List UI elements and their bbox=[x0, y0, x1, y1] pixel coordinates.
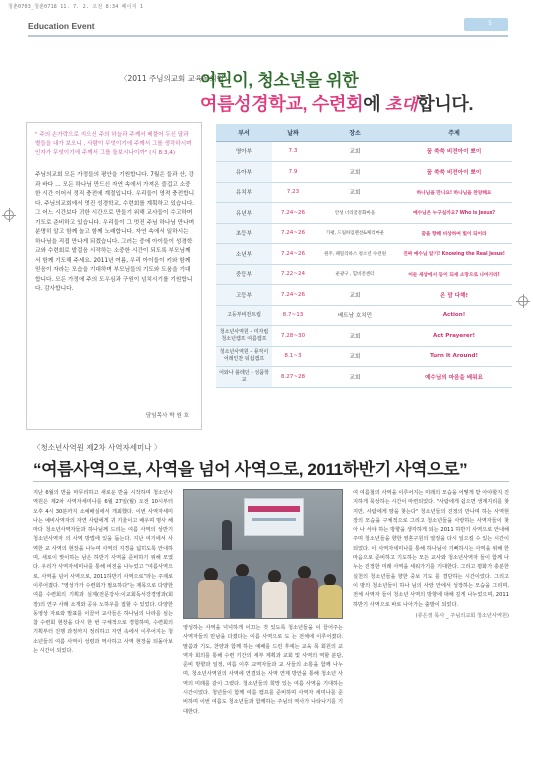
table-row bbox=[216, 244, 512, 265]
table-row bbox=[216, 203, 512, 224]
row-dept: 고등부 bbox=[216, 285, 272, 306]
photo-attendee-body bbox=[318, 585, 342, 619]
print-header: 청춘0703_청춘0718 11. 7. 2. 오전 8:34 페이지 1 bbox=[8, 4, 144, 10]
row-date: 7.22~24 bbox=[272, 264, 314, 285]
page-number: 5 bbox=[488, 20, 492, 27]
row-place: 교회 bbox=[314, 162, 396, 183]
row-theme: 꿈 쑥쑥 비전아이 뽀이 bbox=[396, 162, 512, 183]
row-date: 8.7~13 bbox=[272, 305, 314, 326]
row-place: 교회 bbox=[314, 285, 396, 306]
row-theme: 꿈을 향해 비상하여 빛이 되어라 bbox=[396, 223, 512, 244]
row-place: 안성 너리굴문화마을 bbox=[314, 203, 396, 224]
row-dept: 유아부 bbox=[216, 162, 272, 183]
row-date: 7.23 bbox=[272, 182, 314, 203]
row-dept: 초등부 bbox=[216, 223, 272, 244]
row-dept: 고등부비전트립 bbox=[216, 305, 272, 326]
header-place: 장소 bbox=[314, 124, 396, 141]
schedule-header-row bbox=[216, 124, 512, 141]
row-date: 8.27~28 bbox=[272, 367, 314, 388]
row-theme: 예수님의 마음을 배워요 bbox=[396, 367, 512, 388]
schedule-table bbox=[216, 124, 512, 388]
row-place: 교회 bbox=[314, 326, 396, 347]
row-date: 8.1~3 bbox=[272, 346, 314, 367]
row-place: 교회 bbox=[314, 346, 396, 367]
row-theme: Turn It Around! bbox=[396, 346, 512, 367]
table-row bbox=[216, 141, 512, 162]
header-dept: 부서 bbox=[216, 124, 272, 141]
table-row bbox=[216, 223, 512, 244]
photo-attendee-body bbox=[198, 580, 224, 619]
row-theme: 온 맘 다해! bbox=[396, 285, 512, 306]
row-dept: 중등부 bbox=[216, 264, 272, 285]
article-column-3-text: 여 여름철의 사역을 이루어지는 미래의 모습을 어떻게 받 아야할지 진지하게 묵상하는 시간이 마련되었다. "사람에게 쉼으면 생계지리를 찾지만, 사람에게 땅을 찾는다" 청소년들의 진정의 만나며 하는 사역현장의 모습을 구체적으로 그리고 청소년들을 사랑하는 사역자들이 찾아 나 서야 하는 방향을 생각하게 되는 2011 하반기 사역으로 안내해 주며 청소년들을 향한 영혼구원의 열정을 다시 일으킬 수 있는 시간이 되었다. 이 사역자세미나를 통해 하나님이 기뻐하시는 사역을 위해 한 마음으로 준비하고 기도하는 모든 교사와 청소년사역자 들이 함께 나누는 진정한 미래 사역을 세워가기를 기대한다. 그리고 평화가 충분한 실천의 청소년들을 향한 중보 기도 를 결단하는 시간이었다. 그리고 이 땅의 청소년들이 하나 님의 사랑 안에서 성장하는 모습을 그리며, 전체 사역자 들이 청소년 사역의 방향에 대해 깊게 나누었으며, 2011 하반기 사역으로 바로 나아가는 출발이 되었다. bbox=[353, 490, 509, 608]
row-dept: 영아부 bbox=[216, 141, 272, 162]
photo-attendee-body bbox=[262, 582, 287, 619]
row-place: 원주, 패밀리하스 청소년 수련원 bbox=[314, 244, 396, 265]
header-date: 날짜 bbox=[272, 124, 314, 141]
pastor-letter-box bbox=[26, 122, 202, 430]
lead-headline-line2 bbox=[200, 90, 473, 116]
article-column-1: 지난 6월의 반을 마무리하고 새로운 반을 시작하며 청소년사역원은 제2차 사역자세미나를 6월 27일(월) 오전 10시부터 오후 4시 30분까지 소예배실에서 개최했다. 이번 사역자세미나는 예비사역자의 자연 사람에게 귀 기울이고 배우며 명사 해마다 청소년사역자들과 하나님께 드리는 여름 사역의 상반기 청소년사역자 의 사역 방법에 있을 돕는다. 지난 여기에서 사역한 교 사역의 현장을 나누며 사역의 지경을 넓히도록 안내하며, 새로이 맞이하는 남은 하반기 사역을 준비하기 위해 모였 다. 우리가 사역자세미나를 통해 비전을 나누었고 “여름사역으로, 사역을 넘어 사역으로, 2011하반기 사역으로”라는 주제로 이루어졌다. "영성가가 수련회가 필요하다"는 제목으로 다양한 여름 수련회의 기획과 실제(전문강사:이교회독서강경영과(회장)의 연구 사례 소개와 공유 노하우를 접할 수 있었다. 다양한 동영상 자료와 발표를 이끌어 교사들은 하나님의 나라를 심는 참 수련회 현장을 다시 한 번 구체적으로 경험하며, 수련회의 기획부터 진행 과정까지 정리하고 자연 속에서 이루어지는 청소년들의 여름 사역이 성령과 역사하고 사역 현장을 되돌아보는 시간이 되었다. bbox=[33, 490, 173, 655]
section-rule bbox=[28, 35, 508, 37]
row-dept: 유년부 bbox=[216, 203, 272, 224]
row-place: 교회 bbox=[314, 367, 396, 388]
article-kicker: 〈청소년사역원 제2차 사역자세미나 〉 bbox=[33, 443, 162, 452]
table-row bbox=[216, 326, 512, 347]
photo-projection-screen bbox=[244, 498, 304, 536]
pastor-letter: 주님의교회 모든 가정들의 평안을 기원합니다. 7월은 들과 산, 강과 바다 … 모든 하나님 만드신 자연 속에서 가져온 즐겁고 소중한 시간 이어서 정직 충전에 계절입니다. 우리들이 영적 충전합니다. 주님의교회에서 멋진 성경학교, 수련회를 계획하고 있습니다. 그 어느 시간보다 귀한 시간으로 만들기 위해 교사들이 수고하며 기도로 준비하고 있습니다. 우리들이 그 멋진 주님 하나님 만나며 분명히 알고 함께 놀고 함께 노래합니다. 자연 속에서 일하시는 하나님을 직접 만나게 되겠습니다. 그러는 중에 아이들이 성경학교와 수련회로 발걸음 시작하는 소중한 시간이 되도록 부모님께서 함께 기도해 주세요. 2011년 여름, 우리 아이들이 키와 함께 믿음이 자라는 모습을 기대하며 부모님들의 기도와 도움을 기대합니다. 모든 가정에 주의 도우심과 구원이 넘치시기를 기원합니다. 감사합니다. bbox=[35, 172, 195, 292]
row-dept: 소년부 bbox=[216, 244, 272, 265]
table-row bbox=[216, 182, 512, 203]
row-place: 베트남 호치민 bbox=[314, 305, 396, 326]
row-place: 운광구 , 힐비전센터 bbox=[314, 264, 396, 285]
row-dept: 청소년사역원 - 뮤직이어레인찬 워십캠프 bbox=[216, 346, 272, 367]
photo-screen-line bbox=[252, 518, 296, 521]
lead-headline-line1: 어린이, 청소년을 위한 bbox=[200, 71, 359, 90]
row-date: 7.24~26 bbox=[272, 244, 314, 265]
photo-attendee-body bbox=[230, 576, 255, 619]
row-theme: 예수님은 누구실까요? Who is Jesus? bbox=[396, 203, 512, 224]
lead-kicker: 〈2011 주님의교회 교육목회원〉 bbox=[120, 74, 232, 83]
headline-mid: 에 bbox=[363, 94, 385, 114]
header-theme: 주제 bbox=[396, 124, 512, 141]
article-rule bbox=[33, 481, 509, 482]
row-date: 7.24~26 bbox=[272, 285, 314, 306]
registration-mark bbox=[4, 210, 14, 220]
table-row bbox=[216, 305, 512, 326]
row-theme: 진짜 예수님 알기! Knowing the Real Jesus! bbox=[396, 244, 512, 265]
row-date: 7.24~26 bbox=[272, 203, 314, 224]
row-dept: 청소년사역원 - 미자립 청소년캠프 여름캠프 bbox=[216, 326, 272, 347]
row-dept: 어와나 블레던 · 성품학교 bbox=[216, 367, 272, 388]
row-theme: 어둔 세상에서 등이 되세 소망으로 나아가라! bbox=[396, 264, 512, 285]
row-theme: Action! bbox=[396, 305, 512, 326]
photo-speaker bbox=[222, 520, 232, 550]
table-row bbox=[216, 264, 512, 285]
table-row bbox=[216, 285, 512, 306]
table-row bbox=[216, 346, 512, 367]
headline-end: 합니다. bbox=[417, 94, 474, 114]
row-theme: Act Prayerer! bbox=[396, 326, 512, 347]
row-place: 가평, 드림하임펜션&체리마운 bbox=[314, 223, 396, 244]
seminar-photo bbox=[183, 489, 343, 619]
registration-mark bbox=[518, 296, 528, 306]
article-column-3 bbox=[353, 489, 509, 621]
row-dept: 유치부 bbox=[216, 182, 272, 203]
row-date: 7.3 bbox=[272, 141, 314, 162]
photo-screen-band bbox=[248, 506, 300, 512]
headline-brush-word: 초대 bbox=[385, 95, 418, 115]
row-place: 교회 bbox=[314, 141, 396, 162]
row-theme: 꿈 쑥쑥 비전아이 뽀이 bbox=[396, 141, 512, 162]
article-credit: (류은정 목사 _ 주님의교회 청소년사역원) bbox=[415, 612, 509, 619]
row-date: 7.24~26 bbox=[272, 223, 314, 244]
section-chip bbox=[464, 18, 508, 31]
section-title: Education Event bbox=[28, 21, 95, 31]
section-header bbox=[28, 18, 508, 38]
row-theme: 하나님을 만나요! 하나님을 찬양해요 bbox=[396, 182, 512, 203]
row-date: 7.9 bbox=[272, 162, 314, 183]
table-row bbox=[216, 162, 512, 183]
headline-accent: 여름성경학교, 수련회 bbox=[200, 94, 364, 114]
article-column-2: 영성하는 사역을 넉넉하게 이끄는 것 있도록 청소년들을 이 끌어주는 사역자들의 만남을 다졌다는 이름 사역으로 도 는 전체에 이루어졌다. 말씀과 기도, 찬양과 함께 하는 예배를 드린 후에는 교육 목 회원의 교역자 회의를 통해 수련 기간의 세부 계획과 교회 및 사역의 역할 분담, 준비 방향과 일정, 여름 이후 교역자들과 교 사들의 소통을 함께 나누며, 청소년사역원의 사역에 연결되는 사역 연계 방안을 통해 청소년 사역의 미래를 같이 그렸다. 청소년들의 희망 있는 여름 사역을 기대하는 시간이었다. 청년들이 함께 여름 캠프를 준비하며 사역자 세미나를 준비하며 이번 여름도 청소년들과 함께하는 주님의 역사가 나타나기를 기대한다. bbox=[183, 625, 343, 715]
article-headline: “여름사역으로, 사역을 넘어 사역으로, 2011하반기 사역으로” bbox=[33, 460, 468, 479]
row-place: 교회 bbox=[314, 182, 396, 203]
scripture-quote: " 주의 손가락으로 지으신 주의 하늘과 주께서 베풀어 두신 달과 별들을 내가 보오니 , 사람이 무엇이기에 주께서 그를 생각하시며 인자가 무엇이기에 주께서 그를 돌보시나이까" (시 8:3,4) bbox=[35, 132, 192, 156]
photo-attendee-body bbox=[292, 578, 318, 619]
row-date: 7.28~30 bbox=[272, 326, 314, 347]
table-row bbox=[216, 367, 512, 388]
pastor-signature: 담임목사 박 원 호 bbox=[145, 413, 189, 419]
